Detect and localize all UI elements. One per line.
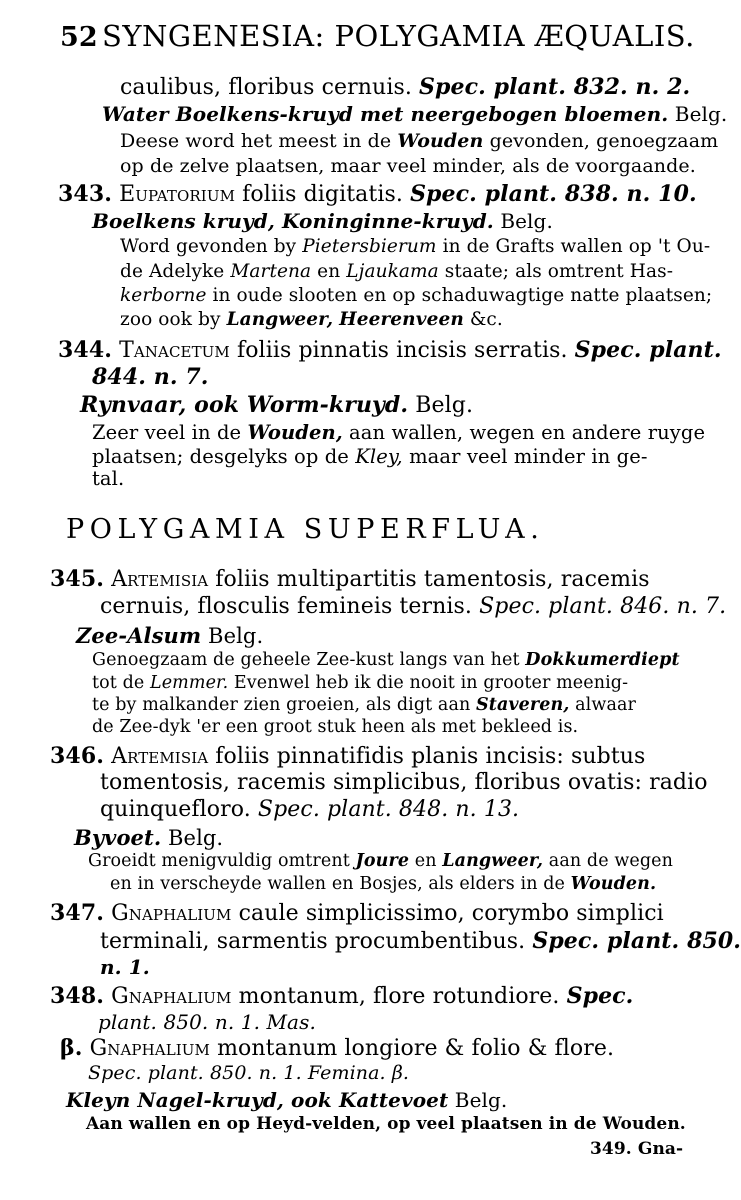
vernacular-name-line: Byvoet. Belg.	[74, 825, 224, 850]
entry-346-continuation: quinquefloro. Spec. plant. 848. n. 13.	[100, 797, 520, 822]
habitat-line: de Adelyke Martena en Ljaukama staate; als omtrent Has-	[120, 261, 674, 282]
habitat-line: op de zelve plaatsen, maar veel minder, als de voorgaande.	[120, 155, 696, 177]
genus-name: Gnaphalium	[111, 984, 232, 1009]
spec-plant-reference: Spec. plant. 848. n. 13.	[257, 797, 520, 822]
habitat-line: zoo ook by Langweer, Heerenveen &c.	[120, 309, 503, 330]
variety-marker: β.	[60, 1035, 83, 1061]
entry-348: 348. Gnaphalium montanum, flore rotundiore. Spec.	[50, 983, 634, 1009]
habitat-line: tal.	[92, 467, 125, 490]
habitat-line: Zeer veel in de Wouden, aan wallen, wegen en andere ruyge	[92, 421, 706, 444]
habitat-line: Aan wallen en op Heyd-velden, op veel plaatsen in de Wouden.	[86, 1114, 686, 1134]
entry-number: 345.	[50, 566, 104, 592]
entry-344: 344. Tanacetum foliis pinnatis incisis serratis. Spec. plant.	[58, 337, 722, 363]
spec-plant-reference: Spec. plant.	[574, 337, 722, 363]
running-title: SYNGENESIA: POLYGAMIA ÆQUALIS.	[102, 19, 695, 53]
entry-number: 343.	[58, 181, 112, 207]
vernacular-name-line: Zee-Alsum Belg.	[76, 623, 264, 648]
section-heading: POLYGAMIA SUPERFLUA.	[66, 514, 545, 545]
entry-346: 346. Artemisia foliis pinnatifidis planis incisis: subtus	[50, 743, 646, 769]
habitat-line: plaatsen; desgelyks op de Kley, maar veel minder in ge-	[92, 445, 648, 468]
habitat-line: Groeidt menigvuldig omtrent Joure en Langweer, aan de wegen	[88, 851, 673, 871]
vernacular-name-line: Kleyn Nagel-kruyd, ook Kattevoet Belg.	[66, 1088, 508, 1112]
spec-plant-reference: Spec.	[566, 983, 634, 1009]
entry-number: 344.	[58, 337, 112, 363]
entry-345: 345. Artemisia foliis multipartitis tamentosis, racemis	[50, 566, 650, 592]
genus-name: Artemisia	[111, 567, 209, 592]
vernacular-name-line: Water Boelkens-kruyd met neergebogen bloemen. Belg.	[102, 102, 728, 126]
entry-347-continuation: terminali, sarmentis procumbentibus. Spec. plant. 850.	[100, 928, 741, 954]
habitat-line: Genoegzaam de geheele Zee-kust langs van het Dokkumerdiept	[92, 650, 680, 670]
catchword: 349. Gna-	[590, 1139, 684, 1159]
spec-plant-reference: Spec. plant. 832. n. 2.	[419, 74, 691, 100]
habitat-line: kerborne in oude slooten en op schaduwagtige natte plaatsen;	[120, 285, 713, 306]
habitat-line: de Zee-dyk 'er een groot stuk heen als met bekleed is.	[92, 717, 579, 737]
habitat-line: en in verscheyde wallen en Bosjes, als elders in de Wouden.	[110, 874, 657, 894]
spec-plant-reference: Spec. plant. 850. n. 1. Femina. β.	[88, 1062, 410, 1084]
habitat-line: Word gevonden by Pietersbierum in de Grafts wallen op 't Ou-	[120, 236, 711, 257]
entry-342-continuation: caulibus, floribus cernuis. Spec. plant. 832. n. 2.	[120, 74, 691, 100]
vernacular-name-line: Rynvaar, ook Worm-kruyd. Belg.	[80, 392, 474, 418]
genus-name: Artemisia	[111, 744, 209, 769]
entry-345-continuation: cernuis, flosculis femineis ternis. Spec. plant. 846. n. 7.	[100, 594, 727, 619]
entry-number: 346.	[50, 743, 104, 769]
genus-name: Gnaphalium	[111, 901, 232, 926]
spec-plant-reference: plant. 850. n. 1. Mas.	[98, 1010, 316, 1034]
entry-number: 348.	[50, 983, 104, 1009]
entry-347: 347. Gnaphalium caule simplicissimo, corymbo simplici	[50, 900, 664, 926]
habitat-line: tot de Lemmer. Evenwel heb ik die nooit in grooter meenig-	[92, 673, 629, 693]
spec-plant-reference: Spec. plant. 850.	[532, 928, 741, 954]
vernacular-name-line: Boelkens kruyd, Koninginne-kruyd. Belg.	[92, 209, 553, 233]
entry-number: 347.	[50, 900, 104, 926]
genus-name: Tanacetum	[119, 338, 230, 363]
spec-plant-reference: Spec. plant. 838. n. 10.	[410, 181, 697, 207]
habitat-line: te by malkander zien groeien, als digt aan Staveren, alwaar	[92, 695, 636, 715]
spec-plant-reference: n. 1.	[100, 955, 150, 979]
entry-343: 343. Eupatorium foliis digitatis. Spec. plant. 838. n. 10.	[58, 181, 697, 207]
spec-plant-reference: 844. n. 7.	[92, 364, 209, 390]
genus-name: Gnaphalium	[89, 1036, 210, 1061]
entry-348-beta: β. Gnaphalium montanum longiore & folio & flore.	[60, 1035, 615, 1061]
spec-plant-reference: Spec. plant. 846. n. 7.	[479, 594, 727, 619]
genus-name: Eupatorium	[119, 182, 236, 207]
page-number: 52	[60, 22, 98, 53]
habitat-line: Deese word het meest in de Wouden gevonden, genoegzaam	[120, 130, 719, 152]
entry-346-continuation: tomentosis, racemis simplicibus, floribus ovatis: radio	[100, 770, 708, 795]
